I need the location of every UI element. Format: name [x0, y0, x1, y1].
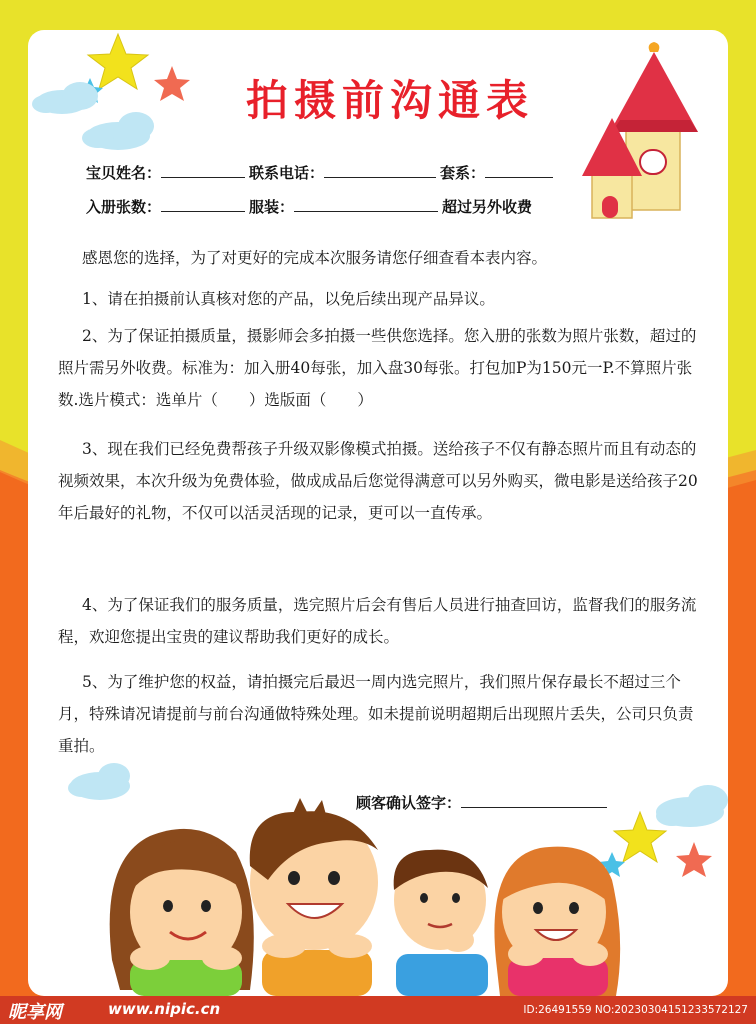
watermark-url: www.nipic.cn: [108, 1000, 221, 1018]
intro-paragraph: 感恩您的选择，为了对更好的完成本次服务请您仔细查看本表内容。: [82, 249, 548, 267]
watermark-logo: 昵享网: [8, 1002, 62, 1023]
field-row-2: [86, 196, 532, 217]
phone-blank[interactable]: [324, 163, 436, 178]
package-label: 套系：: [440, 164, 486, 182]
phone-label: 联系电话：: [249, 164, 325, 182]
page-title: 拍摄前沟通表: [245, 76, 534, 125]
signature-line: [356, 792, 611, 813]
item-2: 2、为了保证拍摄质量，摄影师会多拍摄一些供您选择。您入册的张数为照片张数，超过的照片需另外收费。标准为：加入册40每张，加入盘30每张。打包加P为150元一P.不算照片张数.选片模式：选单片（ ）选版面（ ）: [58, 327, 697, 409]
item-4: 4、为了保证我们的服务质量，选完照片后会有售后人员进行抽查回访，监督我们的服务流程，欢迎您提出宝贵的建议帮助我们更好的成长。: [58, 596, 697, 646]
watermark-bar: [0, 996, 756, 1024]
costume-blank[interactable]: [294, 197, 438, 212]
field-row-1: [86, 162, 557, 183]
watermark-id: ID:26491559 NO:20230304151233572127: [523, 1004, 748, 1016]
signature-blank[interactable]: [461, 793, 607, 808]
item-1: 1、请在拍摄前认真核对您的产品，以免后续出现产品异议。: [82, 290, 495, 308]
item-5: 5、为了维护您的权益，请拍摄完后最迟一周内选完照片，我们照片保存最长不超过三个月，特殊请况请提前与前台沟通做特殊处理。如未提前说明超期后出现照片丢失，公司只负责重拍。: [58, 673, 694, 755]
baby-name-label: 宝贝姓名：: [86, 164, 162, 182]
kid-boy-middle-left: [250, 798, 378, 996]
album-count-blank[interactable]: [161, 197, 245, 212]
kid-boy-middle-right: [394, 850, 488, 996]
costume-label: 服装：: [249, 198, 295, 216]
package-blank[interactable]: [485, 163, 553, 178]
item-3: 3、现在我们已经免费帮孩子升级双影像模式拍摄。送给孩子不仅有静态照片而且有动态的视频效果，本次升级为免费体验，做成成品后您觉得满意可以另外购买，微电影是送给孩子20年后最好的礼物，不仅可以活灵活现的记录，更可以一直传承。: [58, 440, 698, 522]
kid-girl-right: [494, 847, 620, 996]
signature-label: 顾客确认签字：: [356, 794, 462, 812]
extra-fee-label: 超过另外收费: [442, 198, 533, 216]
baby-name-blank[interactable]: [161, 163, 245, 178]
album-count-label: 入册张数：: [86, 198, 162, 216]
kid-girl-left: [110, 829, 254, 996]
